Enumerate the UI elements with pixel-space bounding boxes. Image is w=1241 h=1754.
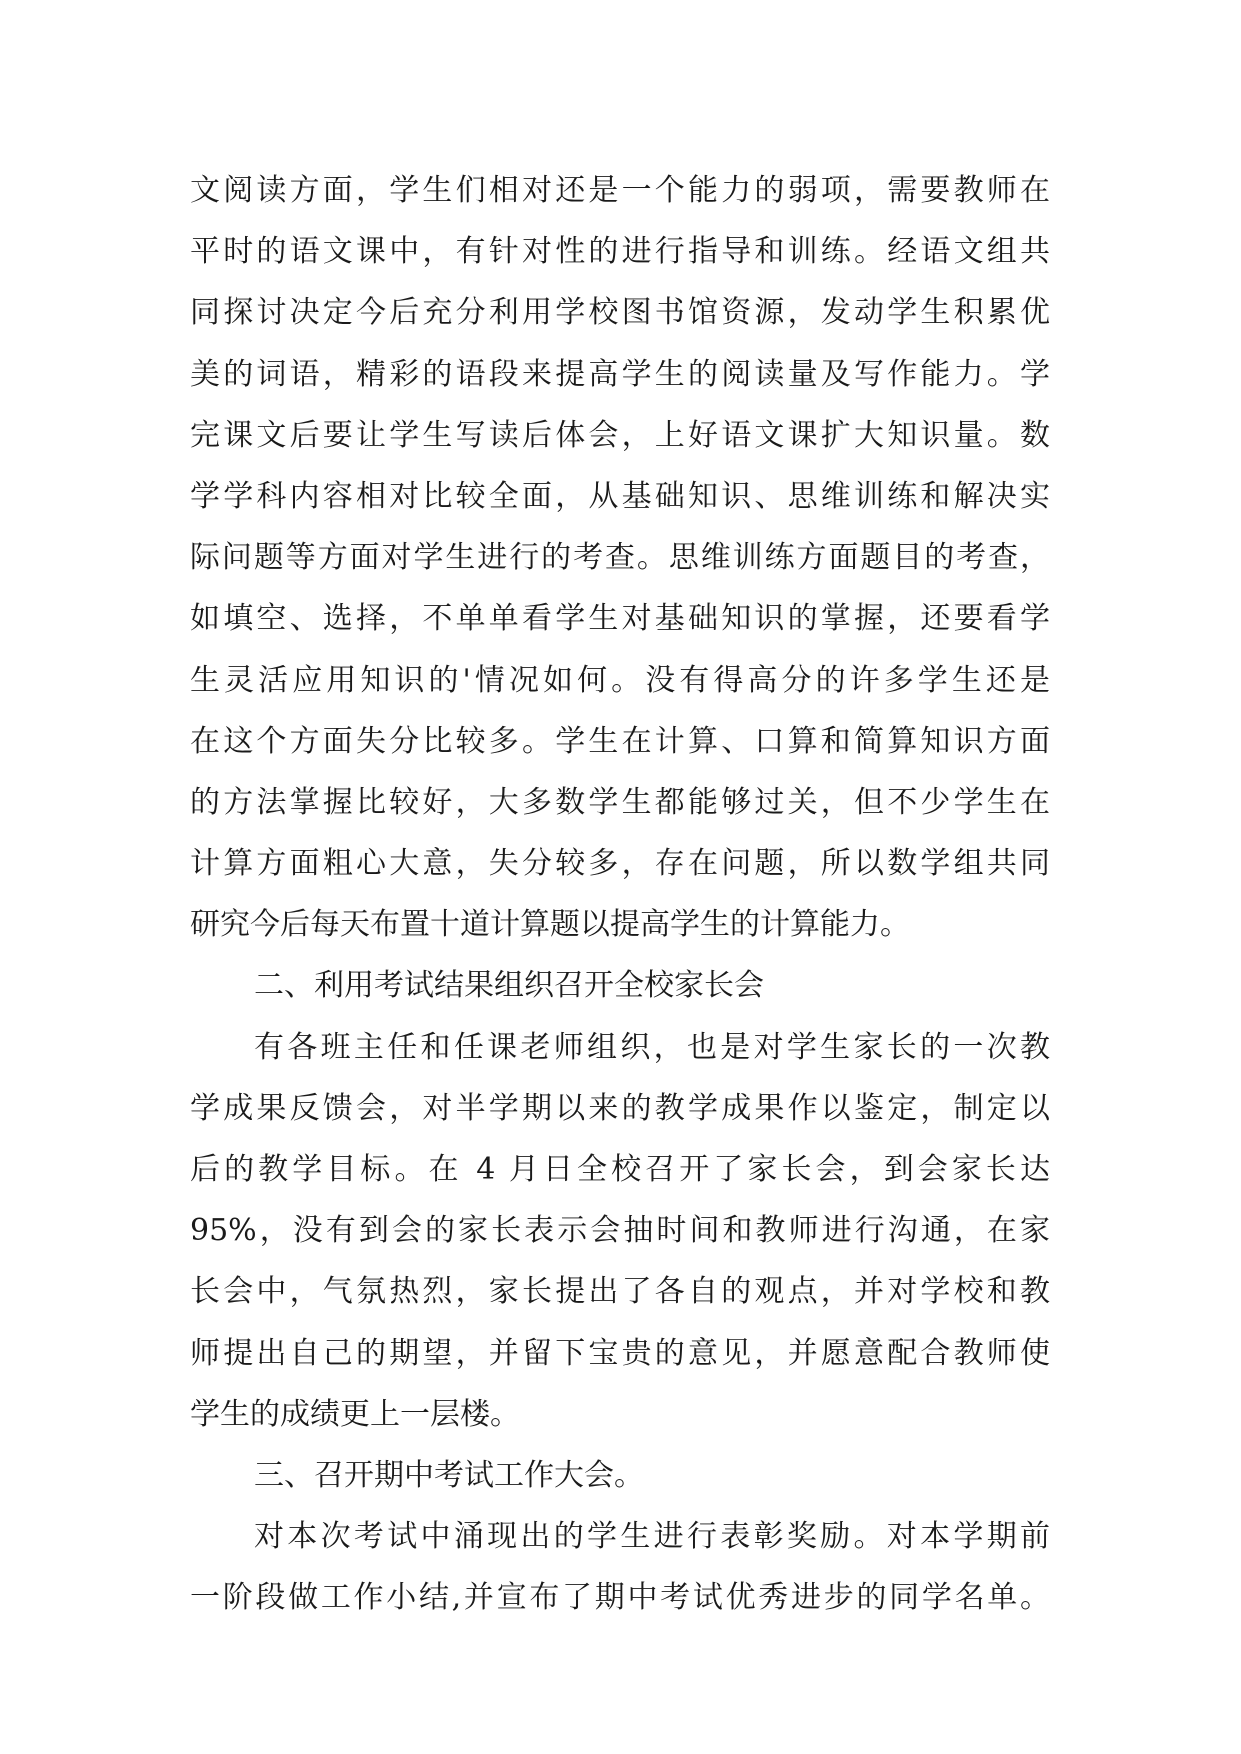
text-line: 同探讨决定今后充分利用学校图书馆资源，发动学生积累优	[190, 295, 1050, 331]
text-line: 研究今后每天布置十道计算题以提高学生的计算能力。	[190, 907, 910, 943]
text-line: 如填空、选择，不单单看学生对基础知识的掌握，还要看学	[190, 601, 1050, 637]
text-line: 计算方面粗心大意，失分较多，存在问题，所以数学组共同	[190, 846, 1050, 882]
text-line: 在这个方面失分比较多。学生在计算、口算和简算知识方面	[190, 723, 1050, 759]
text-line: 师提出自己的期望，并留下宝贵的意见，并愿意配合教师使	[190, 1335, 1050, 1371]
text-line: 生灵活应用知识的'情况如何。没有得高分的许多学生还是	[190, 662, 1050, 698]
section-heading: 三、召开期中考试工作大会。	[254, 1457, 644, 1493]
text-line: 完课文后要让学生写读后体会，上好语文课扩大知识量。数	[190, 417, 1050, 453]
document-body	[190, 160, 1050, 1629]
text-line: 一阶段做工作小结,并宣布了期中考试优秀进步的同学名单。	[190, 1580, 1050, 1616]
text-line: 文阅读方面，学生们相对还是一个能力的弱项，需要教师在	[190, 173, 1050, 208]
text-line: 美的词语，精彩的语段来提高学生的阅读量及写作能力。学	[190, 356, 1050, 392]
text-line: 后的教学目标。在 4 月日全校召开了家长会，到会家长达	[190, 1152, 1050, 1187]
text-line: 的方法掌握比较好，大多数学生都能够过关，但不少学生在	[190, 784, 1050, 820]
section-heading: 二、利用考试结果组织召开全校家长会	[254, 968, 764, 1004]
text-line: 平时的语文课中，有针对性的进行指导和训练。经语文组共	[190, 234, 1050, 270]
text-line: 95%，没有到会的家长表示会抽时间和教师进行沟通，在家	[190, 1213, 1050, 1249]
text-line: 长会中，气氛热烈，家长提出了各自的观点，并对学校和教	[190, 1274, 1050, 1310]
text-line: 对本次考试中涌现出的学生进行表彰奖励。对本学期前	[254, 1519, 1050, 1555]
text-line: 际问题等方面对学生进行的考查。思维训练方面题目的考查，	[190, 540, 1050, 576]
text-line: 学学科内容相对比较全面，从基础知识、思维训练和解决实	[190, 478, 1050, 514]
text-line: 学成果反馈会，对半学期以来的教学成果作以鉴定，制定以	[190, 1090, 1050, 1126]
text-line: 学生的成绩更上一层楼。	[190, 1396, 520, 1432]
text-line: 有各班主任和任课老师组织，也是对学生家长的一次教	[254, 1029, 1050, 1065]
